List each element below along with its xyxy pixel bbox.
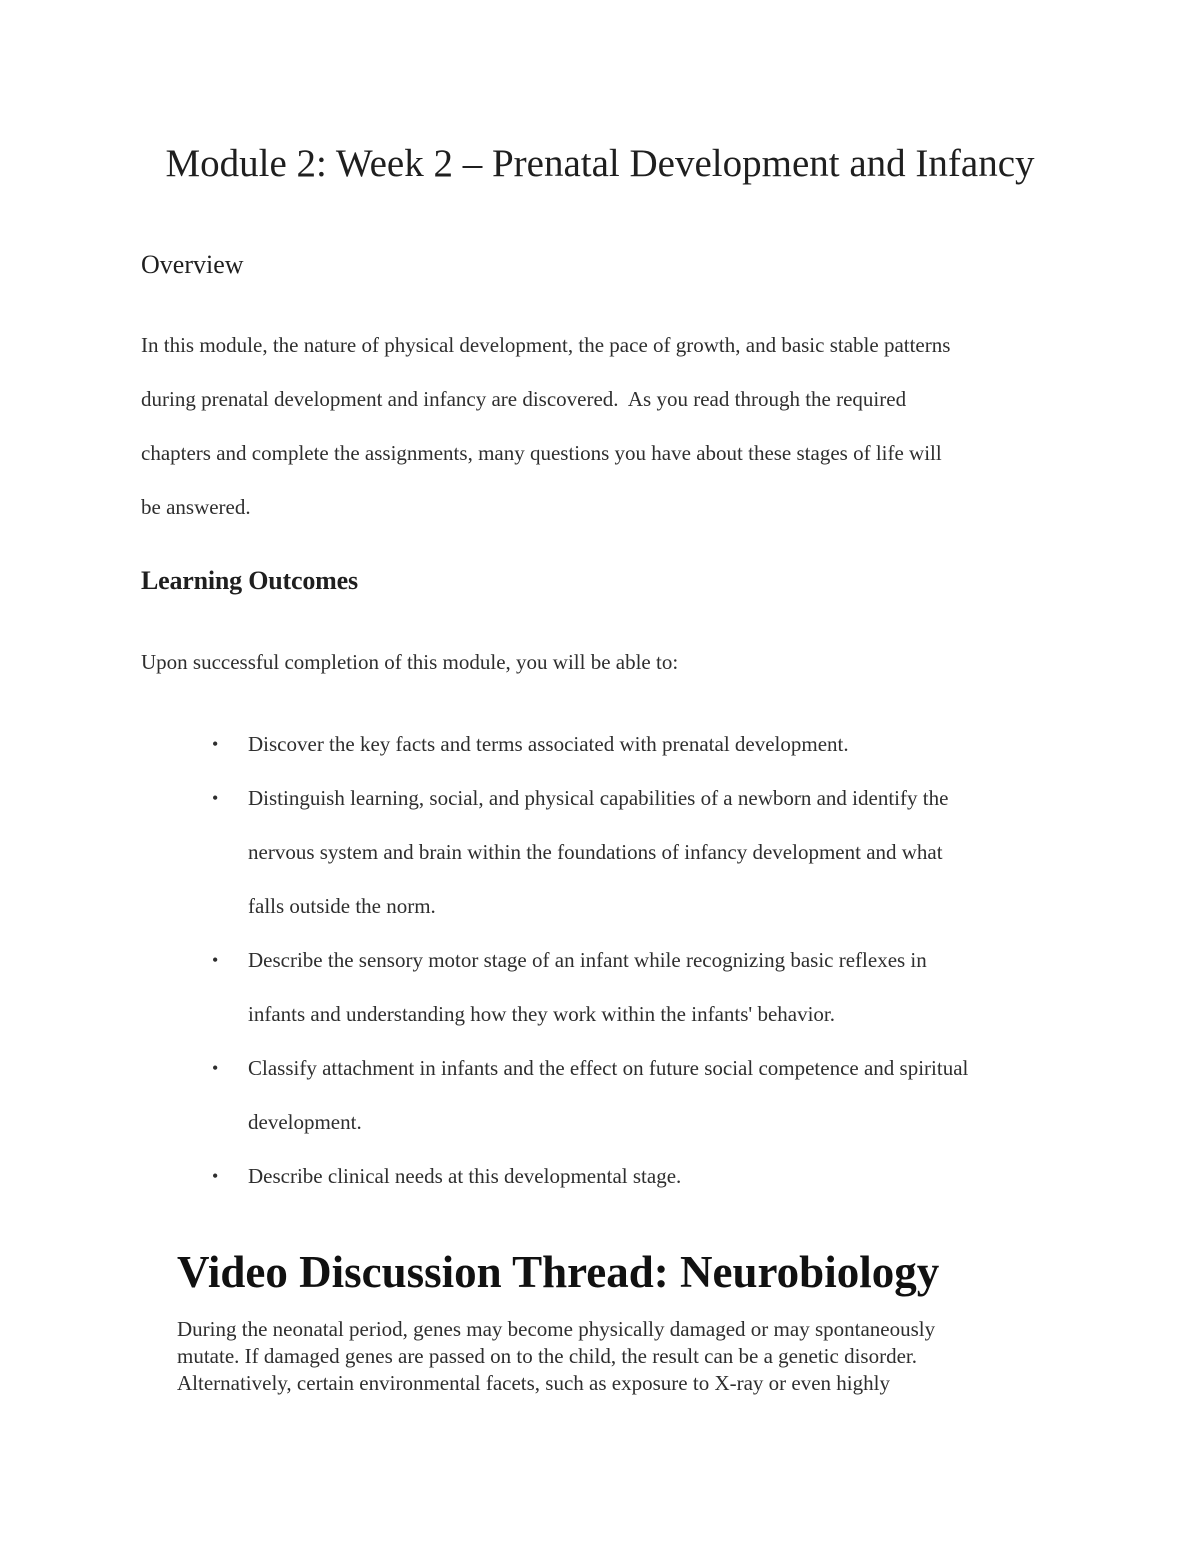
list-item-text: Describe clinical needs at this developmental stage. <box>248 1164 682 1188</box>
overview-line: chapters and complete the assignments, many questions you have about these stages of life will <box>141 441 942 465</box>
learning-outcomes-intro: Upon successful completion of this module, you will be able to: <box>141 650 679 674</box>
list-item <box>0 771 1200 933</box>
list-item-text: Classify attachment in infants and the effect on future social competence and spiritual <box>248 1056 969 1080</box>
overview-line: during prenatal development and infancy are discovered. As you read through the required <box>141 387 907 411</box>
list-item-text: falls outside the norm. <box>248 894 436 918</box>
video-discussion-line: Alternatively, certain environmental facets, such as exposure to X-ray or even highly <box>177 1371 890 1395</box>
list-item-text: Describe the sensory motor stage of an infant while recognizing basic reflexes in <box>248 948 927 972</box>
list-item <box>0 933 1200 1041</box>
bullet-icon: • <box>212 788 219 808</box>
bullet-icon: • <box>212 950 219 970</box>
learning-outcomes-list <box>0 717 1200 1203</box>
list-item-text: Distinguish learning, social, and physical capabilities of a newborn and identify the <box>248 786 949 810</box>
overview-heading: Overview <box>141 250 244 279</box>
list-item <box>0 1149 1200 1203</box>
overview-line: be answered. <box>141 495 251 519</box>
list-item <box>0 717 1200 771</box>
list-item-text: development. <box>248 1110 362 1134</box>
video-discussion-paragraph <box>177 1316 1057 1397</box>
list-item <box>0 1041 1200 1149</box>
bullet-icon: • <box>212 1058 219 1078</box>
list-item-text: Discover the key facts and terms associated with prenatal development. <box>248 732 849 756</box>
bullet-icon: • <box>212 734 219 754</box>
video-discussion-heading: Video Discussion Thread: Neurobiology <box>177 1247 940 1297</box>
list-item-text: nervous system and brain within the foundations of infancy development and what <box>248 840 943 864</box>
overview-line: In this module, the nature of physical development, the pace of growth, and basic stable patterns <box>141 333 951 357</box>
page-title: Module 2: Week 2 – Prenatal Development and Infancy <box>165 142 1035 185</box>
video-discussion-line: mutate. If damaged genes are passed on to the child, the result can be a genetic disorder. <box>177 1344 917 1368</box>
learning-outcomes-heading: Learning Outcomes <box>141 566 358 595</box>
video-discussion-line: During the neonatal period, genes may become physically damaged or may spontaneously <box>177 1317 936 1341</box>
bullet-icon: • <box>212 1166 219 1186</box>
overview-paragraph <box>141 318 1071 534</box>
list-item-text: infants and understanding how they work within the infants' behavior. <box>248 1002 836 1026</box>
